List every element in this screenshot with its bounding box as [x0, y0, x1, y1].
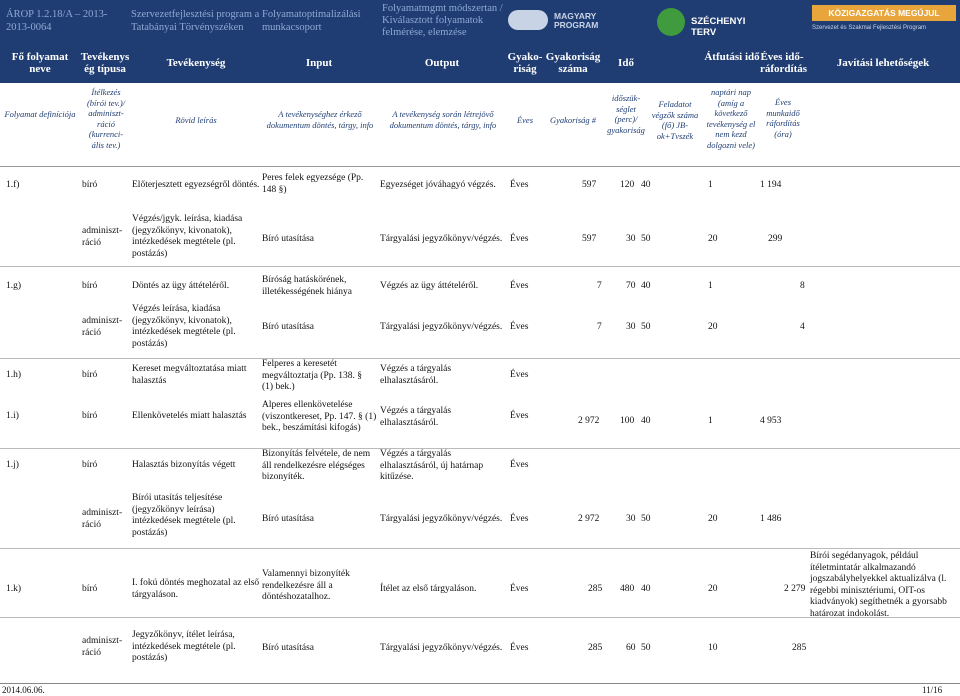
row-output: Végzés az ügy áttételéről. — [380, 281, 479, 291]
row-input: Bíró utasítása — [262, 643, 314, 653]
row-count: 597 — [582, 234, 597, 244]
row-frequency: Éves — [510, 460, 529, 470]
col-header-process: Fő folyamat neve — [11, 51, 69, 75]
row-time: 70 — [626, 281, 636, 291]
banner-method-line2: Kiválasztott folyamatok — [382, 15, 484, 26]
row-staff: 40 — [641, 584, 651, 594]
row-frequency: Éves — [510, 281, 529, 291]
row-separator — [0, 266, 960, 267]
col-header-input: Input — [305, 57, 333, 69]
szechenyi-emblem-icon — [657, 8, 685, 36]
row-type: adminiszt- ráció — [82, 226, 123, 248]
row-id: 1.j) — [6, 460, 19, 470]
row-output: Tárgyalási jegyzőkönyv/végzés. — [380, 643, 503, 653]
row-time: 120 — [620, 180, 635, 190]
subheader-staff: Feladatot végzők száma (fő) JB-ok+Tvszék — [651, 99, 699, 141]
row-count: 7 — [597, 281, 602, 291]
row-hours: 2 279 — [784, 584, 806, 594]
row-days: 1 — [708, 416, 713, 426]
footer-page-number: 11/16 — [922, 685, 943, 695]
row-output: Tárgyalási jegyzőkönyv/végzés. — [380, 514, 503, 524]
col-header-lead-time: Átfutási idő — [704, 51, 760, 63]
subheader-frequency-count: Gyakoriság # — [549, 115, 597, 125]
row-hours: 1 194 — [760, 180, 782, 190]
row-id: 1.g) — [6, 281, 22, 291]
row-hours: 4 953 — [760, 416, 782, 426]
row-type: adminiszt- ráció — [82, 636, 123, 658]
row-days: 20 — [708, 322, 718, 332]
banner-method-line1: Folyamatmgmt módszertan / — [382, 3, 503, 14]
row-activity: Végzés/jgyk. leírása, kiadása (jegyzőkönyv, kivonatok), intézkedések megtétele (pl. postázás) — [132, 214, 243, 259]
row-staff: 50 — [641, 643, 651, 653]
row-staff: 40 — [641, 180, 651, 190]
row-time: 60 — [626, 643, 636, 653]
magyary-logo-text: MAGYARY PROGRAM — [554, 11, 599, 30]
col-header-time: Idő — [618, 57, 634, 69]
row-input: Bizonyítás felvétele, de nem áll rendelkezésre elégséges bizonyíték. — [262, 449, 371, 482]
row-hours: 4 — [800, 322, 805, 332]
row-id: 1.k) — [6, 584, 22, 594]
banner-program-line2: Tatabányai Törvényszéken — [131, 22, 244, 33]
col-header-activity: Tevékenység — [166, 57, 226, 69]
row-input: Peres felek egyezsége (Pp. 148 §) — [262, 173, 364, 195]
row-activity: Kereset megváltoztatása miatt halasztás — [132, 364, 247, 386]
banner-group-line2: munkacsoport — [262, 22, 322, 33]
banner-method-line3: felmérése, elemzése — [382, 27, 467, 38]
row-type: bíró — [82, 411, 98, 421]
col-header-annual-effort: Éves idő- ráfordítás — [760, 51, 808, 75]
row-frequency: Éves — [510, 234, 529, 244]
col-header-frequency-count: Gyakoriság száma — [545, 51, 601, 75]
row-time: 30 — [626, 322, 636, 332]
row-activity: Halasztás bizonyítás végett — [132, 460, 236, 470]
row-hours: 1 486 — [760, 514, 782, 524]
row-frequency: Éves — [510, 370, 529, 380]
row-output: Egyezséget jóváhagyó végzés. — [380, 180, 496, 190]
row-separator — [0, 548, 960, 549]
row-type: adminiszt- ráció — [82, 508, 123, 530]
banner-program-line1: Szervezetfejlesztési program a — [131, 9, 260, 20]
row-activity: Végzés leírása, kiadása (jegyzőkönyv, kivonatok), intézkedések megtétele (pl. postázás) — [132, 304, 236, 349]
subheader-output: A tevékenység során létrejövő dokumentum döntés, tárgy, info — [389, 109, 497, 130]
row-activity: I. fokú döntés meghozatal az első tárgyaláson. — [132, 578, 260, 600]
footer-rule — [0, 683, 960, 684]
banner — [0, 0, 960, 45]
row-frequency: Éves — [510, 322, 529, 332]
row-frequency: Éves — [510, 411, 529, 421]
row-id: 1.f) — [6, 180, 20, 190]
row-type: bíró — [82, 370, 98, 380]
subheader-input: A tevékenységhez érkező dokumentum döntés, tárgy, info — [266, 109, 374, 130]
row-activity: Jegyzőkönyv, ítélet leírása, intézkedések megtétele (pl. postázás) — [132, 630, 236, 663]
row-output: Végzés a tárgyalás elhalasztásáról. — [380, 364, 452, 386]
row-staff: 40 — [641, 416, 651, 426]
row-type: bíró — [82, 281, 98, 291]
row-output: Tárgyalási jegyzőkönyv/végzés. — [380, 234, 503, 244]
row-improvement: Bírói segédanyagok, például ítéletmintatár alkalmazandó jogszabályhelyekkel aktualizálva (l. régebbi minisztériumi, OIT-os kiadványok) segíthetnék a gyorsabb határozat indokolást. — [810, 551, 947, 619]
banner-project-line1: ÁROP 1.2.18/A – 2013- — [6, 9, 108, 20]
row-staff: 50 — [641, 514, 651, 524]
subheader-frequency: Éves — [516, 115, 534, 125]
row-staff: 50 — [641, 234, 651, 244]
subheader-lead-time: naptári nap (amíg a következő tevékenység el nem kezd dolgozni vele) — [706, 87, 756, 150]
col-header-improvements: Javítási lehetőségek — [836, 57, 930, 69]
kozigazgatas-logo-text: KÖZIGAZGATÁS MEGÚJUL — [812, 5, 956, 21]
row-type: adminiszt- ráció — [82, 316, 123, 338]
row-separator — [0, 358, 960, 359]
row-count: 597 — [582, 180, 597, 190]
row-activity: Döntés az ügy áttételéről. — [132, 281, 230, 291]
row-count: 7 — [597, 322, 602, 332]
footer-date: 2014.06.06. — [2, 685, 45, 695]
row-output: Végzés a tárgyalás elhalasztásáról, új határnap kitűzése. — [380, 449, 484, 482]
row-type: bíró — [82, 180, 98, 190]
row-id: 1.i) — [6, 411, 19, 421]
row-days: 20 — [708, 584, 718, 594]
row-hours: 285 — [792, 643, 807, 653]
table-subheader — [0, 83, 960, 167]
row-activity: Ellenkövetelés miatt halasztás — [132, 411, 247, 421]
row-time: 480 — [620, 584, 635, 594]
row-frequency: Éves — [510, 514, 529, 524]
row-frequency: Éves — [510, 180, 529, 190]
row-input: Bíróság hatáskörének, illetékességének hiánya — [262, 275, 352, 297]
row-input: Bíró utasítása — [262, 514, 314, 524]
row-days: 1 — [708, 180, 713, 190]
row-input: Valamennyi bizonyíték rendelkezésre áll a döntéshozatalhoz. — [262, 569, 350, 602]
table-header — [0, 45, 960, 83]
col-header-frequency: Gyako- riság — [507, 51, 543, 75]
row-activity: Bírói utasítás teljesítése (jegyzőkönyv leírása) intézkedések megtétele (pl. postázás) — [132, 493, 236, 538]
row-time: 30 — [626, 514, 636, 524]
banner-group-line1: Folyamatoptimalizálási — [262, 9, 361, 20]
row-frequency: Éves — [510, 643, 529, 653]
col-header-activity-type: Tevékenys ég típusa — [80, 51, 130, 75]
subheader-activity-type: Ítélkezés (bírói tev.)/ adminiszt- ráció (kurrenci- ális tev.) — [86, 87, 126, 150]
row-count: 285 — [588, 584, 603, 594]
row-input: Bíró utasítása — [262, 322, 314, 332]
row-time: 30 — [626, 234, 636, 244]
row-staff: 40 — [641, 281, 651, 291]
kozigazgatas-logo — [812, 2, 956, 42]
subheader-annual-hours: Éves munkaidő ráfordítás (óra) — [766, 97, 800, 139]
row-output: Tárgyalási jegyzőkönyv/végzés. — [380, 322, 503, 332]
subheader-time: időszük- séglet (perc)/ gyakoriság — [607, 93, 645, 135]
szechenyi-logo — [657, 4, 767, 40]
row-input: Felperes a keresetét megváltoztatja (Pp. 138. § (1) bek.) — [262, 359, 362, 392]
subheader-activity: Rövid leírás — [175, 115, 217, 125]
row-days: 20 — [708, 234, 718, 244]
row-input: Bíró utasítása — [262, 234, 314, 244]
row-frequency: Éves — [510, 584, 529, 594]
row-days: 20 — [708, 514, 718, 524]
magyary-emblem-icon — [508, 10, 548, 30]
row-id: 1.h) — [6, 370, 22, 380]
col-header-output: Output — [424, 57, 460, 69]
row-type: bíró — [82, 584, 98, 594]
kozigazgatas-logo-subtext: Szervezet és Szakmai Fejlesztési Program — [812, 25, 927, 31]
szechenyi-logo-text: SZÉCHENYI TERV — [691, 16, 746, 38]
row-output: Ítélet az első tárgyaláson. — [380, 584, 477, 594]
row-count: 2 972 — [578, 514, 600, 524]
row-activity: Előterjesztett egyezségről döntés. — [132, 180, 260, 190]
row-count: 285 — [588, 643, 603, 653]
row-input: Alperes ellenkövetelése (viszontkereset, Pp. 147. § (1) bek., beszámítási kifogás) — [262, 400, 377, 433]
row-output: Végzés a tárgyalás elhalasztásáról. — [380, 406, 452, 428]
row-staff: 50 — [641, 322, 651, 332]
row-time: 100 — [620, 416, 635, 426]
row-hours: 299 — [768, 234, 783, 244]
row-type: bíró — [82, 460, 98, 470]
row-count: 2 972 — [578, 416, 600, 426]
row-days: 10 — [708, 643, 718, 653]
subheader-process: Folyamat definíciója — [4, 109, 76, 119]
magyary-logo — [508, 6, 614, 36]
banner-project-line2: 2013-0064 — [6, 22, 52, 33]
row-hours: 8 — [800, 281, 805, 291]
row-days: 1 — [708, 281, 713, 291]
